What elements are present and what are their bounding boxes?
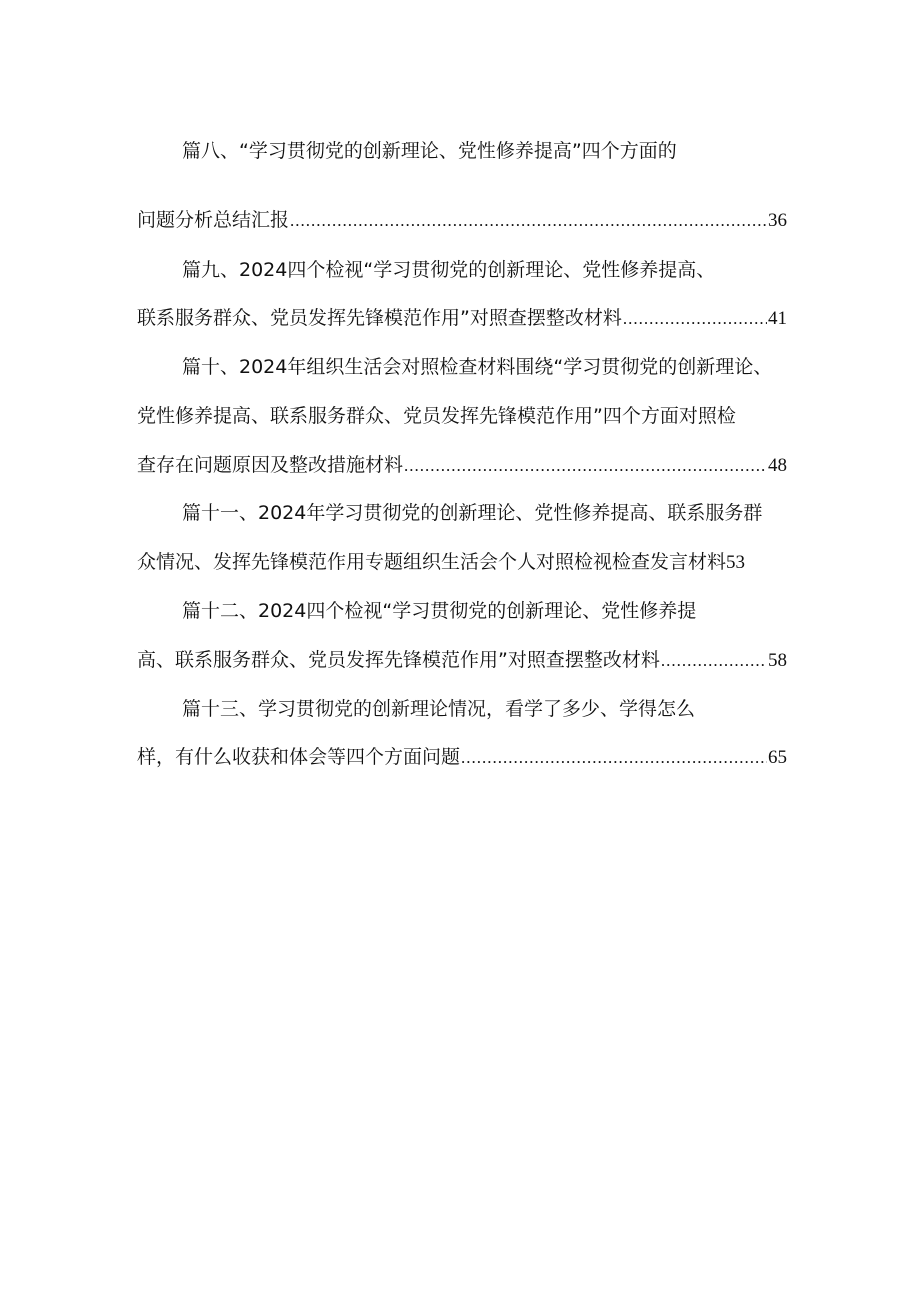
toc-entry-13-line-1: 篇十三、学习贯彻党的创新理论情况，看学了多少、学得怎么 [182, 698, 696, 720]
toc-entry-11-last-line[interactable] [137, 547, 787, 577]
toc-entry-13-page-number: 65 [768, 747, 787, 768]
toc-entry-11-line-1: 篇十一、2024年学习贯彻党的创新理论、党性修养提高、联系服务群 [182, 502, 763, 524]
toc-entry-8-title-end: 问题分析总结汇报 [137, 209, 290, 231]
toc-entry-12-page-number: 58 [768, 650, 787, 671]
toc-entry-8-page-number: 36 [768, 210, 787, 231]
toc-entry-8-last-line[interactable] [137, 205, 787, 235]
toc-entry-13-title-end: 样，有什么收获和体会等四个方面问题 [137, 746, 461, 768]
toc-entry-9-page-number: 41 [768, 308, 787, 329]
toc-entry-9-last-line[interactable] [137, 303, 787, 333]
toc-entry-10-page-number: 48 [768, 455, 787, 476]
toc-entry-11-title-end: 众情况、发挥先锋模范作用专题组织生活会个人对照检视检查发言材料 [137, 551, 727, 573]
toc-entry-10-line-1: 篇十、2024年组织生活会对照检查材料围绕“学习贯彻党的创新理论、 [182, 356, 773, 378]
toc-entry-10-title-end: 查存在问题原因及整改措施材料 [137, 454, 404, 476]
toc-leader-dots [461, 743, 767, 772]
toc-leader-dots [623, 304, 767, 333]
toc-entry-12-last-line[interactable] [137, 645, 787, 675]
toc-entry-10-last-line[interactable] [137, 450, 787, 480]
toc-leader-dots [290, 206, 767, 235]
toc-entry-9-title-end: 联系服务群众、党员发挥先锋模范作用”对照查摆整改材料 [137, 307, 622, 329]
toc-leader-dots [661, 646, 767, 675]
toc-leader-dots [404, 451, 767, 480]
toc-entry-8-line-1: 篇八、“学习贯彻党的创新理论、党性修养提高”四个方面的 [182, 140, 677, 162]
toc-entry-9-line-1: 篇九、2024四个检视“学习贯彻党的创新理论、党性修养提高、 [182, 259, 716, 281]
toc-entry-13-last-line[interactable] [137, 742, 787, 772]
toc-entry-10-line-2: 党性修养提高、联系服务群众、党员发挥先锋模范作用”四个方面对照检 [137, 405, 736, 427]
toc-entry-12-line-1: 篇十二、2024四个检视“学习贯彻党的创新理论、党性修养提 [182, 600, 697, 622]
toc-entry-11-page-number: 53 [726, 552, 746, 573]
toc-entry-12-title-end: 高、联系服务群众、党员发挥先锋模范作用”对照查摆整改材料 [137, 649, 660, 671]
